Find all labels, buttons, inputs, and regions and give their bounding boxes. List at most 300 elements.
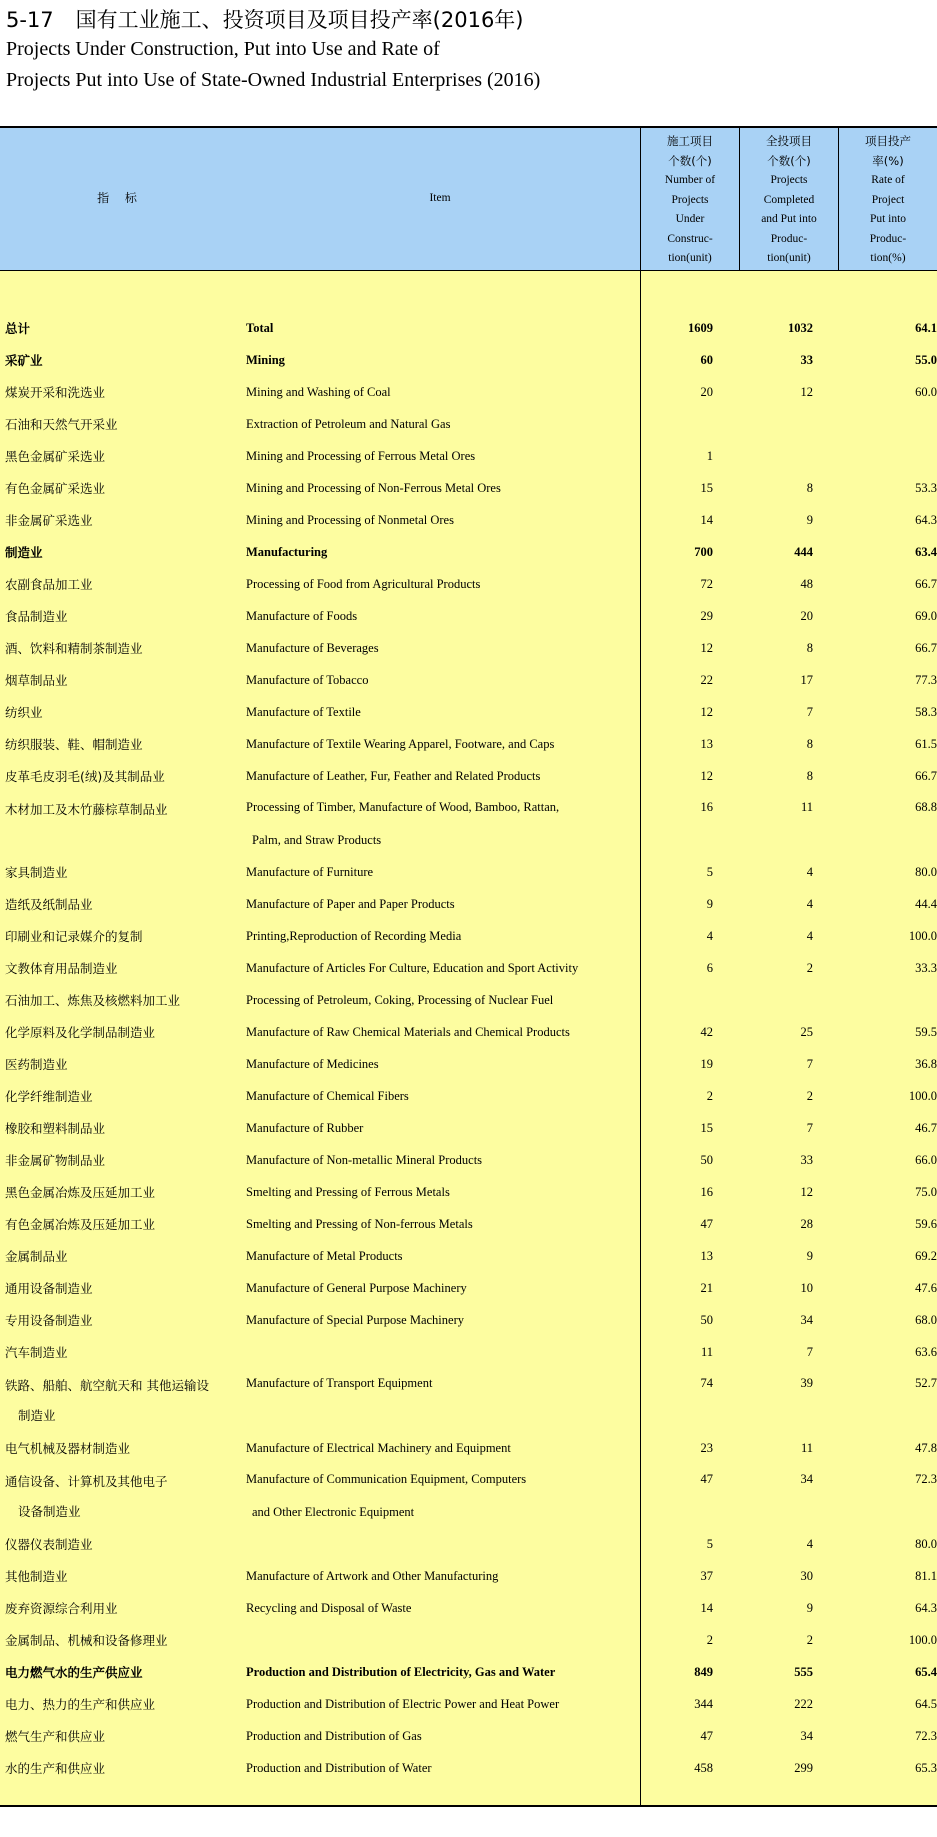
item-text: Production and Distribution of Gas (246, 1728, 422, 1743)
indicator-text: 橡胶和塑料制品业 (5, 1121, 106, 1136)
header-en-line: Projects (770, 174, 808, 186)
item-cell (240, 865, 640, 880)
item-text: Manufacture of Textile Wearing Apparel, Footware, and Caps (246, 736, 555, 751)
rate-cell: 66.7 (915, 576, 937, 591)
table-row (0, 1752, 937, 1784)
indicator-cell (0, 959, 240, 977)
item-cell (240, 609, 640, 624)
rate-cell: 61.5 (915, 736, 937, 751)
table-row (0, 1208, 937, 1240)
item-text: Mining and Processing of Non-Ferrous Metal Ores (246, 480, 501, 495)
rate-cell: 55.0 (915, 352, 937, 367)
table-row (0, 376, 937, 408)
table-header (0, 128, 937, 271)
indicator-text: 燃气生产和供应业 (5, 1729, 106, 1744)
header-cn-line: 全投项目 (766, 134, 812, 148)
table-row (0, 1144, 937, 1176)
projects-under-construction-cell: 12 (700, 640, 713, 655)
header-indicator: 指 标 (97, 191, 143, 206)
indicator-text: 医药制造业 (5, 1057, 68, 1072)
indicator-text: 家具制造业 (5, 865, 68, 880)
projects-under-construction-cell: 14 (700, 512, 713, 527)
item-cell (240, 449, 640, 464)
indicator-text: 电力、热力的生产和供应业 (5, 1697, 156, 1712)
item-cell (240, 353, 640, 368)
table-row (0, 1720, 937, 1752)
projects-completed-cell: 39 (800, 1376, 813, 1390)
indicator-cell (0, 703, 240, 721)
title-block (6, 6, 926, 96)
indicator-text: 酒、饮料和精制茶制造业 (5, 641, 143, 656)
indicator-text: 通信设备、计算机及其他电子 (5, 1474, 168, 1489)
indicator-cell (0, 991, 240, 1009)
table-row (0, 1464, 937, 1528)
rate-cell: 77.3 (915, 672, 937, 687)
item-cell (240, 1441, 640, 1456)
projects-completed-cell: 17 (800, 672, 813, 687)
table-row (0, 1368, 937, 1432)
table-row (0, 792, 937, 856)
projects-under-construction-cell: 19 (700, 1056, 713, 1071)
indicator-cell (0, 1631, 240, 1649)
projects-under-construction-cell: 47 (700, 1728, 713, 1743)
projects-under-construction-cell: 72 (700, 576, 713, 591)
indicator-cell (0, 1279, 240, 1297)
indicator-cell (0, 319, 240, 337)
table-row (0, 1016, 937, 1048)
rate-cell: 63.4 (915, 544, 937, 559)
table-row (0, 728, 937, 760)
item-text: Extraction of Petroleum and Natural Gas (246, 416, 451, 431)
rate-cell: 36.8 (915, 1056, 937, 1071)
item-cell (240, 417, 640, 432)
indicator-text: 汽车制造业 (5, 1345, 68, 1360)
indicator-text: 仪器仪表制造业 (5, 1537, 93, 1552)
indicator-cell (0, 895, 240, 913)
indicator-text: 水的生产和供应业 (5, 1761, 106, 1776)
projects-completed-cell: 555 (794, 1664, 813, 1679)
rate-cell: 59.6 (915, 1216, 937, 1231)
projects-completed-cell: 2 (806, 1632, 813, 1647)
item-cell (240, 673, 640, 688)
indicator-text: 纺织服装、鞋、帽制造业 (5, 737, 143, 752)
header-projects-completed (739, 128, 838, 270)
rate-cell: 52.7 (915, 1376, 937, 1390)
indicator-text: 皮革毛皮羽毛(绒)及其制品业 (5, 769, 165, 784)
projects-under-construction-cell: 23 (700, 1440, 713, 1455)
projects-under-construction-cell: 12 (700, 704, 713, 719)
item-cell (240, 321, 640, 336)
indicator-cell (0, 735, 240, 753)
item-text: Manufacture of Textile (246, 704, 361, 719)
header-cn-line: 项目投产 (865, 134, 911, 148)
indicator-cell (0, 1343, 240, 1361)
indicator-cell (0, 1759, 240, 1777)
item-cell (240, 1281, 640, 1296)
indicator-text: 黑色金属矿采选业 (5, 449, 106, 464)
table-row (0, 504, 937, 536)
indicator-cell (0, 575, 240, 593)
rate-cell: 66.7 (915, 640, 937, 655)
rate-cell: 47.6 (915, 1280, 937, 1295)
indicator-text: 烟草制品业 (5, 673, 68, 688)
projects-under-construction-cell: 22 (700, 672, 713, 687)
header-en-line: tion(unit) (767, 252, 811, 264)
rate-cell: 64.3 (915, 1600, 937, 1615)
item-text: Smelting and Pressing of Ferrous Metals (246, 1184, 450, 1199)
item-cell (240, 1025, 640, 1040)
projects-completed-cell: 28 (800, 1216, 813, 1231)
indicator-cell (0, 415, 240, 433)
indicator-text: 木材加工及木竹藤棕草制品业 (5, 802, 168, 817)
item-text: Manufacture of Articles For Culture, Education and Sport Activity (246, 960, 579, 975)
table-row (0, 1592, 937, 1624)
header-item: Item (429, 192, 451, 205)
table-row (0, 1048, 937, 1080)
indicator-cell (0, 447, 240, 465)
projects-under-construction-cell: 13 (700, 736, 713, 751)
item-cell (240, 929, 640, 944)
indicator-text: 有色金属矿采选业 (5, 481, 106, 496)
projects-under-construction-cell: 344 (694, 1696, 713, 1711)
projects-under-construction-cell: 47 (700, 1216, 713, 1231)
item-text: Production and Distribution of Electricity, Gas and Water (246, 1664, 556, 1679)
item-cell (240, 1217, 640, 1232)
data-table (0, 126, 937, 1807)
item-text: Manufacture of Rubber (246, 1120, 364, 1135)
projects-completed-cell: 9 (806, 1248, 813, 1263)
item-text: Manufacture of Communication Equipment, Computers (246, 1472, 527, 1486)
projects-completed-cell: 444 (794, 544, 813, 559)
header-en-line: and Put into (761, 213, 817, 225)
projects-under-construction-cell: 16 (700, 1184, 713, 1199)
header-rate-put-into-production (838, 128, 937, 270)
projects-under-construction-cell: 2 (706, 1632, 713, 1647)
indicator-cell (0, 1247, 240, 1265)
table-row (0, 1112, 937, 1144)
header-en-line: Project (871, 193, 905, 206)
projects-under-construction-cell: 5 (706, 864, 713, 879)
rate-cell: 66.0 (915, 1152, 937, 1167)
header-en-line: Put into (869, 213, 907, 225)
indicator-text: 造纸及纸制品业 (5, 897, 93, 912)
table-row (0, 760, 937, 792)
indicator-text: 金属制品、机械和设备修理业 (5, 1633, 168, 1648)
item-text: Manufacture of Metal Products (246, 1248, 403, 1263)
projects-under-construction-cell: 50 (700, 1152, 713, 1167)
indicator-text: 采矿业 (5, 353, 43, 368)
indicator-cell (0, 927, 240, 945)
item-cell (240, 792, 640, 856)
rate-cell: 65.3 (915, 1760, 937, 1775)
item-text: Manufacture of Chemical Fibers (246, 1088, 409, 1103)
projects-completed-cell: 7 (806, 1056, 813, 1071)
indicator-cell (0, 639, 240, 657)
item-text-line-2: and Other Electronic Equipment (252, 1505, 415, 1519)
projects-under-construction-cell: 9 (706, 896, 713, 911)
item-text: Mining and Processing of Ferrous Metal Ores (246, 448, 476, 463)
projects-completed-cell: 33 (800, 352, 813, 367)
rate-cell: 72.3 (915, 1472, 937, 1486)
projects-completed-cell: 4 (806, 1536, 813, 1551)
rate-cell: 100.0 (908, 1088, 937, 1103)
title-chinese: 国有工业施工、投资项目及项目投产率(2016年) (75, 8, 524, 32)
indicator-cell (0, 767, 240, 785)
header-cn-line: 施工项目 (667, 134, 713, 148)
indicator-text: 文教体育用品制造业 (5, 961, 118, 976)
projects-completed-cell: 8 (806, 768, 813, 783)
indicator-cell (0, 607, 240, 625)
item-text: Mining and Processing of Nonmetal Ores (246, 512, 454, 527)
table-row (0, 632, 937, 664)
item-text: Mining and Washing of Coal (246, 384, 391, 399)
indicator-cell (0, 1055, 240, 1073)
header-en-line: tion(unit) (668, 252, 712, 264)
item-cell (240, 769, 640, 784)
item-cell (240, 577, 640, 592)
item-cell (240, 737, 640, 752)
rate-cell: 44.4 (915, 896, 937, 911)
item-cell (240, 1464, 640, 1528)
projects-completed-cell: 9 (806, 512, 813, 527)
projects-under-construction-cell: 20 (700, 384, 713, 399)
indicator-text: 石油加工、炼焦及核燃料加工业 (5, 993, 181, 1008)
projects-completed-cell: 222 (794, 1696, 813, 1711)
rate-cell: 68.8 (915, 800, 937, 814)
item-text: Manufacture of General Purpose Machinery (246, 1280, 467, 1295)
item-text: Manufacture of Foods (246, 608, 358, 623)
indicator-cell (0, 1151, 240, 1169)
indicator-cell (0, 543, 240, 561)
table-row (0, 568, 937, 600)
indicator-text: 总计 (5, 321, 31, 336)
rate-cell: 33.3 (915, 960, 937, 975)
table-row (0, 1080, 937, 1112)
item-text: Processing of Food from Agricultural Products (246, 576, 481, 591)
projects-under-construction-cell: 4 (706, 928, 713, 943)
table-row (0, 1336, 937, 1368)
indicator-cell (0, 1368, 240, 1432)
indicator-cell (0, 479, 240, 497)
item-cell (240, 1057, 640, 1072)
indicator-cell (0, 1439, 240, 1457)
projects-under-construction-cell: 6 (706, 960, 713, 975)
rate-cell: 58.3 (915, 704, 937, 719)
table-body (0, 271, 937, 1805)
rate-cell: 80.0 (915, 1536, 937, 1551)
rate-cell: 64.1 (915, 320, 937, 335)
indicator-text: 非金属矿物制品业 (5, 1153, 106, 1168)
indicator-cell (0, 1023, 240, 1041)
table-row (0, 1560, 937, 1592)
projects-completed-cell: 4 (806, 928, 813, 943)
indicator-cell (0, 1727, 240, 1745)
projects-completed-cell: 48 (800, 576, 813, 591)
table-row (0, 856, 937, 888)
rate-cell: 75.0 (915, 1184, 937, 1199)
header-en-line: Projects (671, 193, 709, 206)
table-row (0, 440, 937, 472)
indicator-text: 金属制品业 (5, 1249, 68, 1264)
indicator-cell (0, 1215, 240, 1233)
header-cn-line: 率(%) (872, 153, 904, 168)
projects-completed-cell: 2 (806, 1088, 813, 1103)
indicator-cell (0, 1567, 240, 1585)
projects-under-construction-cell: 74 (700, 1376, 713, 1390)
indicator-text: 电力燃气水的生产供应业 (5, 1665, 143, 1680)
projects-completed-cell: 8 (806, 480, 813, 495)
projects-under-construction-cell: 29 (700, 608, 713, 623)
item-text: Manufacture of Transport Equipment (246, 1376, 433, 1390)
indicator-text: 铁路、船舶、航空航天和 其他运输设 (5, 1378, 209, 1393)
indicator-text: 印刷业和记录媒介的复制 (5, 929, 143, 944)
indicator-text: 专用设备制造业 (5, 1313, 93, 1328)
table-row (0, 600, 937, 632)
indicator-text: 农副食品加工业 (5, 577, 93, 592)
projects-under-construction-cell: 15 (700, 480, 713, 495)
item-text: Processing of Petroleum, Coking, Processing of Nuclear Fuel (246, 992, 554, 1007)
rate-cell: 66.7 (915, 768, 937, 783)
table-row (0, 312, 937, 344)
item-cell (240, 545, 640, 560)
projects-completed-cell: 4 (806, 864, 813, 879)
item-text: Manufacture of Paper and Paper Products (246, 896, 455, 911)
projects-completed-cell: 30 (800, 1568, 813, 1583)
projects-completed-cell: 9 (806, 1600, 813, 1615)
projects-completed-cell: 20 (800, 608, 813, 623)
projects-completed-cell: 34 (800, 1472, 813, 1486)
item-text: Manufacture of Special Purpose Machinery (246, 1312, 464, 1327)
projects-under-construction-cell: 700 (694, 544, 713, 559)
item-cell (240, 1569, 640, 1584)
item-text: Total (246, 320, 274, 335)
indicator-cell (0, 1311, 240, 1329)
indicator-cell (0, 1087, 240, 1105)
item-text-line-2: Palm, and Straw Products (252, 833, 382, 847)
indicator-text: 通用设备制造业 (5, 1281, 93, 1296)
indicator-cell (0, 1663, 240, 1681)
header-cn-line: 个数(个) (668, 153, 712, 168)
table-row (0, 1528, 937, 1560)
rate-cell: 68.0 (915, 1312, 937, 1327)
indicator-text: 其他制造业 (5, 1569, 68, 1584)
item-text: Manufacture of Medicines (246, 1056, 379, 1071)
title-english-line-2: Projects Put into Use of State-Owned Industrial Enterprises (2016) (6, 69, 541, 91)
projects-under-construction-cell: 15 (700, 1120, 713, 1135)
item-cell (240, 897, 640, 912)
item-text: Production and Distribution of Water (246, 1760, 432, 1775)
projects-completed-cell: 2 (806, 960, 813, 975)
item-cell (240, 1153, 640, 1168)
item-text: Manufacture of Tobacco (246, 672, 369, 687)
header-en-line: Under (675, 213, 705, 225)
header-en-line: Produc- (869, 232, 907, 245)
item-cell (240, 1368, 640, 1432)
rate-cell: 63.6 (915, 1344, 937, 1359)
item-cell (240, 1697, 640, 1712)
projects-under-construction-cell: 458 (694, 1760, 713, 1775)
projects-under-construction-cell: 2 (706, 1088, 713, 1103)
table-row (0, 1656, 937, 1688)
table-row (0, 888, 937, 920)
projects-completed-cell: 7 (806, 704, 813, 719)
item-text: Manufacture of Furniture (246, 864, 374, 879)
indicator-cell (0, 351, 240, 369)
table-row (0, 1624, 937, 1656)
header-en-line: tion(%) (870, 252, 906, 264)
indicator-text-line-2: 设备制造业 (18, 1504, 81, 1519)
item-text: Mining (246, 352, 285, 367)
table-row (0, 536, 937, 568)
projects-completed-cell: 12 (800, 1184, 813, 1199)
item-text: Smelting and Pressing of Non-ferrous Metals (246, 1216, 473, 1231)
item-text: Manufacture of Raw Chemical Materials and Chemical Products (246, 1024, 570, 1039)
rate-cell: 81.1 (915, 1568, 937, 1583)
projects-under-construction-cell: 14 (700, 1600, 713, 1615)
projects-completed-cell: 7 (806, 1344, 813, 1359)
indicator-text: 煤炭开采和洗选业 (5, 385, 106, 400)
item-cell (240, 513, 640, 528)
indicator-text: 电气机械及器材制造业 (5, 1441, 131, 1456)
table-row (0, 952, 937, 984)
projects-completed-cell: 12 (800, 384, 813, 399)
projects-under-construction-cell: 1 (706, 448, 713, 463)
item-cell (240, 1665, 640, 1680)
projects-under-construction-cell: 12 (700, 768, 713, 783)
indicator-cell (0, 511, 240, 529)
rate-cell: 65.4 (915, 1664, 937, 1679)
indicator-text: 石油和天然气开采业 (5, 417, 118, 432)
item-text: Manufacture of Non-metallic Mineral Products (246, 1152, 483, 1167)
indicator-text: 有色金属冶炼及压延加工业 (5, 1217, 156, 1232)
item-cell (240, 1089, 640, 1104)
item-text: Manufacture of Beverages (246, 640, 379, 655)
indicator-cell (0, 863, 240, 881)
rate-cell: 69.0 (915, 608, 937, 623)
projects-completed-cell: 34 (800, 1728, 813, 1743)
item-text: Manufacture of Electrical Machinery and Equipment (246, 1440, 511, 1455)
rate-cell: 100.0 (908, 928, 937, 943)
item-cell (240, 641, 640, 656)
item-cell (240, 1185, 640, 1200)
indicator-cell (0, 383, 240, 401)
indicator-cell (0, 1183, 240, 1201)
table-number: 5-17 (6, 8, 54, 32)
rate-cell: 47.8 (915, 1440, 937, 1455)
item-text: Recycling and Disposal of Waste (246, 1600, 412, 1615)
indicator-cell (0, 1599, 240, 1617)
indicator-cell (0, 1119, 240, 1137)
item-text: Manufacturing (246, 544, 328, 559)
projects-under-construction-cell: 13 (700, 1248, 713, 1263)
projects-completed-cell: 11 (800, 1440, 813, 1455)
item-cell (240, 961, 640, 976)
rate-cell: 60.0 (915, 384, 937, 399)
indicator-text: 废弃资源综合利用业 (5, 1601, 118, 1616)
item-cell (240, 1601, 640, 1616)
table-row (0, 1432, 937, 1464)
item-cell (240, 1729, 640, 1744)
projects-under-construction-cell: 16 (700, 800, 713, 814)
projects-under-construction-cell: 42 (700, 1024, 713, 1039)
indicator-cell (0, 1464, 240, 1528)
item-text: Printing,Reproduction of Recording Media (246, 928, 462, 943)
projects-under-construction-cell: 37 (700, 1568, 713, 1583)
projects-completed-cell: 4 (806, 896, 813, 911)
table-row (0, 1688, 937, 1720)
item-cell (240, 993, 640, 1008)
item-cell (240, 705, 640, 720)
